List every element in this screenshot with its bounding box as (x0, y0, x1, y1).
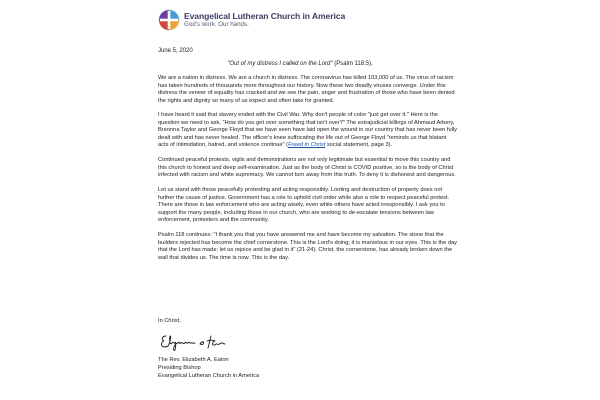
scripture-heading (0, 61, 600, 67)
paragraph-1: We are a nation in distress. We are a church in distress. The coronavirus has killed 103,000 of us. The virus of racism has taken hundreds of thousands more throughout our history. Now these two deadly viruses converge. Under this distress the veneer of equality has cracked and we see the pain, anger and frustration of those who have been denied the rights and dignity so many of us expect and often take for granted. (158, 75, 455, 104)
letter-body (158, 75, 458, 269)
scripture-reference: (Psalm 118:5). (332, 61, 373, 67)
paragraph-2-text: I have heard it said that slavery ended with the Civil War. Why don't people of color "just get over it." Here is the question we need to ask, "How do you get over something that isn't over?" The extrajudicial killings of Ahmaud Arbery, Breonna Taylor and George Floyd that we have seen have laid open the wound in our country that has never been fully dealt with and has never healed. The officer's knee suffocating the life out of George Floyd "reminds us that blatant acts of intimidation, hatred, and violence continue" ( (158, 112, 457, 149)
signature-block (158, 356, 259, 380)
organization-name: Evangelical Lutheran Church in America (184, 11, 346, 21)
letter-date: June 5, 2020 (158, 48, 193, 54)
elca-cross-logo-icon (158, 9, 180, 31)
paragraph-3: Continued peaceful protests, vigils and demonstrations are not only legitimate but essential to move this country and this church to honest and deep self-examination. Just as the body of Christ is COVID positive, so is the body of Christ infected with racism and white supremacy. We cannot turn away from this truth. To deny it is dishonest and dangerous. (158, 157, 456, 179)
signer-name: The Rev. Elizabeth A. Eaton (158, 357, 229, 363)
closing-salutation: In Christ, (158, 318, 181, 324)
freed-in-christ-link[interactable]: Freed in Christ (288, 142, 326, 149)
paragraph-2 (158, 112, 458, 150)
paragraph-2-citation: social statement, page 3). (325, 142, 393, 149)
organization-tagline: God's work. Our hands. (184, 21, 249, 28)
paragraph-4: Let us stand with those peacefully protesting and acting responsibly. Looting and destruction of property does not further the cause of justice. Government has a role to uphold civil order while also a role to respect peaceful protest. There are those in law enforcement who are acting wisely, even while others have acted irresponsibly. I ask you to support the many people, including those in our church, who are working to de-escalate tensions between law enforcement, protesters and the community. (158, 187, 450, 224)
paragraph-5: Psalm 118 continues: "I thank you that you have answered me and have become my salvation. The stone that the builders rejected has become the chief cornerstone. This is the Lord's doing; it is marvelous in our eyes. This is the day that the Lord has made; let us rejoice and be glad in it" (21-24). Christ, the cornerstone, has already broken down the wall that divides us. The time is now. This is the day. (158, 232, 457, 261)
signer-organization: Evangelical Lutheran Church in America (158, 373, 260, 379)
signer-title: Presiding Bishop (158, 365, 201, 371)
scripture-quote: "Out of my distress I called on the Lord" (227, 61, 333, 67)
handwritten-signature-icon (158, 332, 238, 352)
